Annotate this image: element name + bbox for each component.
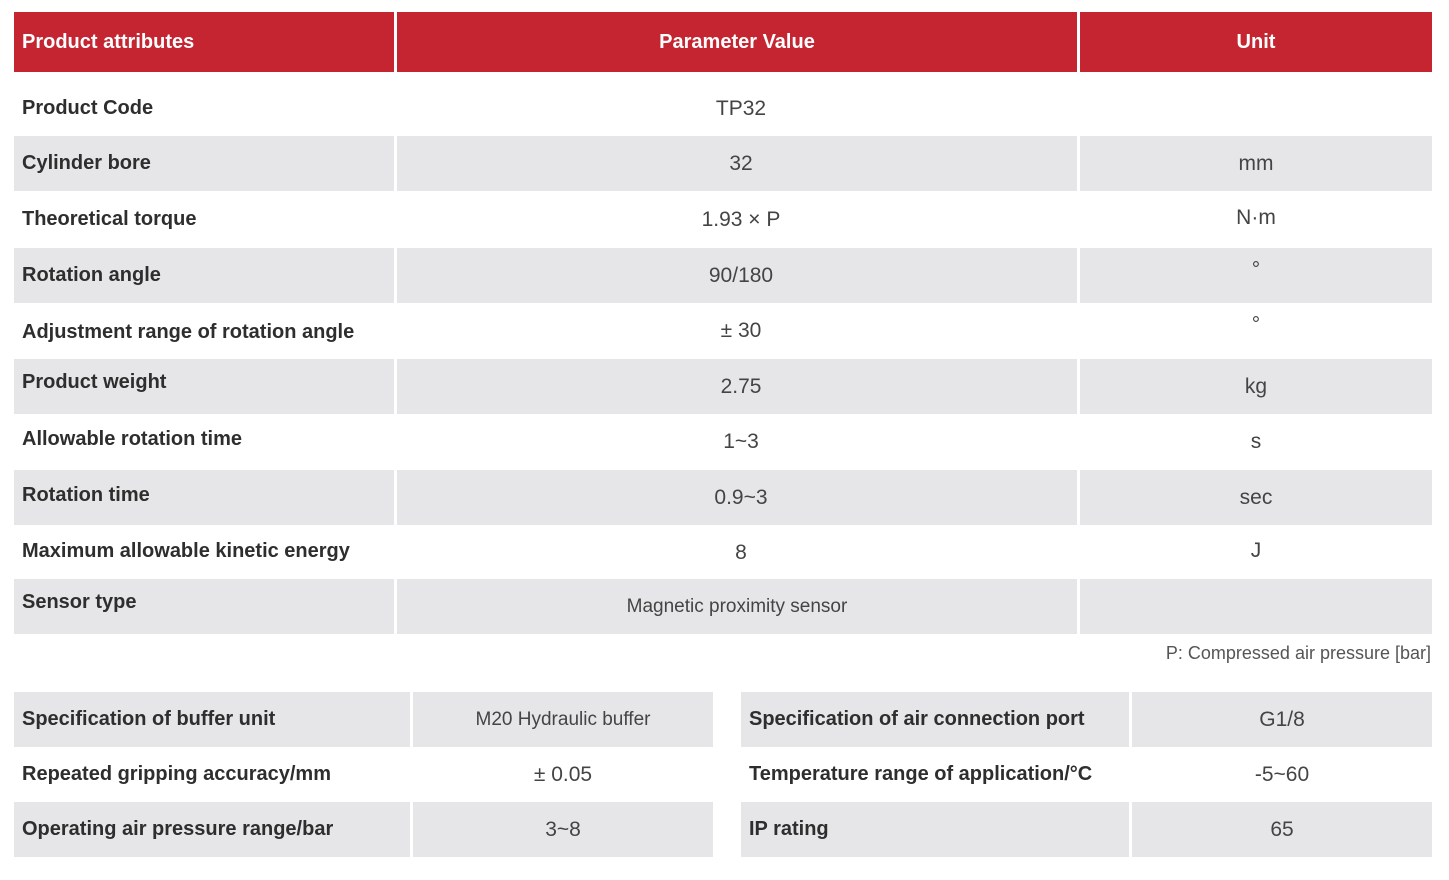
row-value-rotation-angle: 90/180	[708, 263, 774, 287]
row-unit-product-code	[1080, 81, 1432, 136]
row-unit-allowable-rotation-time: s	[1250, 429, 1262, 453]
row-value-cylinder-bore: 32	[729, 151, 753, 175]
row-label-theoretical-torque: Theoretical torque	[22, 208, 197, 230]
left-label-air-pressure-range: Operating air pressure range/bar	[14, 802, 410, 857]
row-label-sensor-type: Sensor type	[14, 579, 394, 634]
right-label-air-connection-port: Specification of air connection port	[741, 692, 1129, 747]
row-unit-product-weight: kg	[1080, 359, 1432, 414]
row-value-sensor-type: Magnetic proximity sensor	[397, 579, 1077, 634]
row-label-adjustment-range: Adjustment range of rotation angle	[22, 321, 355, 343]
left-label-buffer-unit: Specification of buffer unit	[14, 692, 410, 747]
header-product-attributes: Product attributes	[14, 12, 394, 72]
right-value-ip-rating: 65	[1132, 802, 1432, 857]
right-value-temperature-range: -5~60	[1254, 762, 1310, 786]
row-value-kinetic-energy: 8	[735, 540, 747, 564]
row-value-rotation-time: 0.9~3	[714, 485, 768, 509]
row-unit-kinetic-energy: J	[1250, 539, 1262, 562]
row-value-theoretical-torque: 1.93 × P	[701, 207, 781, 231]
row-label-kinetic-energy: Maximum allowable kinetic energy	[22, 539, 350, 562]
row-value-allowable-rotation-time: 1~3	[723, 429, 759, 453]
row-value-product-code: TP32	[715, 96, 767, 120]
left-value-air-pressure-range: 3~8	[413, 802, 713, 857]
row-unit-adjustment-range: °	[1251, 313, 1261, 336]
row-label-cylinder-bore: Cylinder bore	[14, 136, 394, 191]
row-label-rotation-time: Rotation time	[14, 470, 394, 525]
right-value-air-connection-port: G1/8	[1132, 692, 1432, 747]
header-parameter-value: Parameter Value	[397, 12, 1077, 72]
row-unit-theoretical-torque: N·m	[1236, 206, 1276, 229]
right-label-ip-rating: IP rating	[741, 802, 1129, 857]
left-value-gripping-accuracy: ± 0.05	[533, 762, 593, 786]
left-value-buffer-unit: M20 Hydraulic buffer	[413, 692, 713, 747]
row-unit-sensor-type	[1080, 579, 1432, 634]
row-unit-rotation-angle: °	[1080, 248, 1432, 303]
row-value-product-weight: 2.75	[720, 374, 762, 398]
row-label-rotation-angle: Rotation angle	[14, 248, 394, 303]
pressure-note: P: Compressed air pressure [bar]	[1165, 643, 1431, 663]
left-label-gripping-accuracy: Repeated gripping accuracy/mm	[22, 763, 331, 785]
row-unit-rotation-time: sec	[1080, 470, 1432, 525]
row-label-product-weight: Product weight	[14, 359, 394, 414]
row-value-adjustment-range: ± 30	[720, 318, 762, 342]
right-label-temperature-range: Temperature range of application/°C	[749, 763, 1093, 785]
row-label-product-code: Product Code	[22, 97, 154, 119]
row-unit-cylinder-bore: mm	[1080, 136, 1432, 191]
header-unit: Unit	[1080, 12, 1432, 72]
row-label-allowable-rotation-time: Allowable rotation time	[22, 428, 243, 450]
